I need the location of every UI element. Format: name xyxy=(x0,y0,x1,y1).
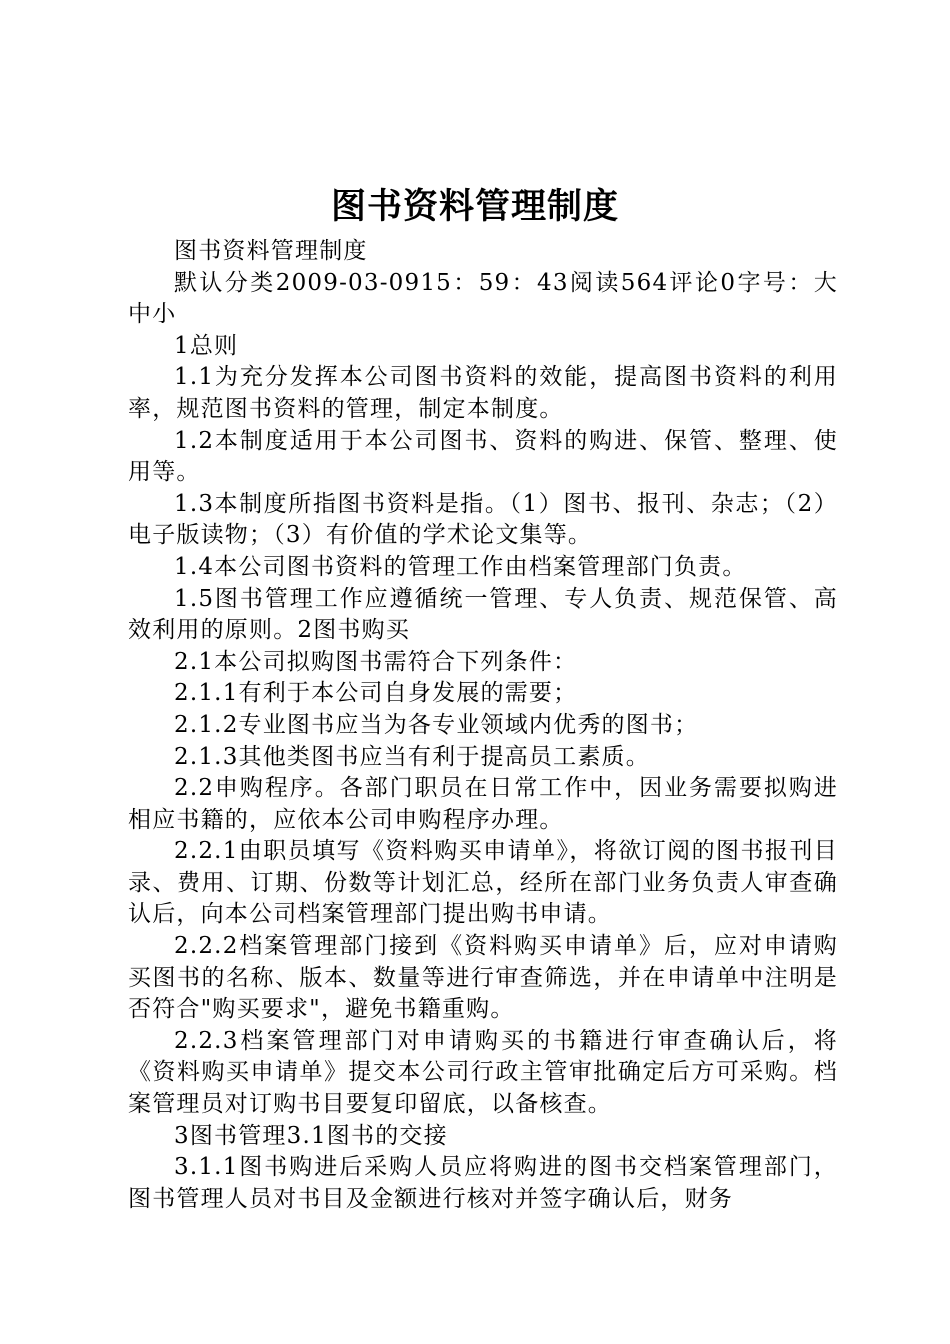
paragraph: 2.2.2档案管理部门接到《资料购买申请单》后，应对申请购买图书的名称、版本、数量等进行审查筛选，并在申请单中注明是否符合"购买要求"，避免书籍重购。 xyxy=(128,933,838,1023)
paragraph: 2.2.3档案管理部门对申请购买的书籍进行审查确认后，将《资料购买申请单》提交本公司行政主管审批确定后方可采购。档案管理员对订购书目要复印留底，以备核查。 xyxy=(128,1027,838,1118)
paragraph: 1.2本制度适用于本公司图书、资料的购进、保管、整理、使用等。 xyxy=(128,427,838,486)
paragraph: 1.1为充分发挥本公司图书资料的效能，提高图书资料的利用率，规范图书资料的管理，制定本制度。 xyxy=(128,364,838,422)
paragraph: 1.4本公司图书资料的管理工作由档案管理部门负责。 xyxy=(174,553,747,580)
paragraph: 1.3本制度所指图书资料是指。（1）图书、报刊、杂志；（2）电子版读物；（3）有价值的学术论文集等。 xyxy=(128,490,838,549)
paragraph: 1.5图书管理工作应遵循统一管理、专人负责、规范保管、高效利用的原则。2图书购买 xyxy=(128,585,838,644)
section-heading: 3图书管理3.1图书的交接 xyxy=(174,1122,448,1149)
paragraph: 2.1本公司拟购图书需符合下列条件： xyxy=(174,648,578,675)
paragraph: 3.1.1图书购进后采购人员应将购进的图书交档案管理部门，图书管理人员对书目及金额进行核对并签字确认后，财务 xyxy=(128,1154,838,1212)
paragraph: 默认分类2009-03-0915：59：43阅读564评论0字号：大中小 xyxy=(128,269,838,328)
paragraph: 图书资料管理制度 xyxy=(174,238,368,264)
paragraph: 2.2申购程序。各部门职员在日常工作中，因业务需要拟购进相应书籍的，应依本公司申购程序办理。 xyxy=(128,775,838,833)
section-heading: 1总则 xyxy=(174,332,239,359)
paragraph: 2.1.3其他类图书应当有利于提高员工素质。 xyxy=(174,743,650,770)
paragraph: 2.1.2专业图书应当为各专业领域内优秀的图书； xyxy=(174,711,699,738)
paragraph: 2.1.1有利于本公司自身发展的需要； xyxy=(174,680,578,707)
document-body xyxy=(128,236,838,1215)
document-title: 图书资料管理制度 xyxy=(330,186,619,227)
paragraph: 2.2.1由职员填写《资料购买申请单》，将欲订阅的图书报刊目录、费用、订期、份数等计划汇总，经所在部门业务负责人审查确认后，向本公司档案管理部门提出购书申请。 xyxy=(128,838,838,928)
